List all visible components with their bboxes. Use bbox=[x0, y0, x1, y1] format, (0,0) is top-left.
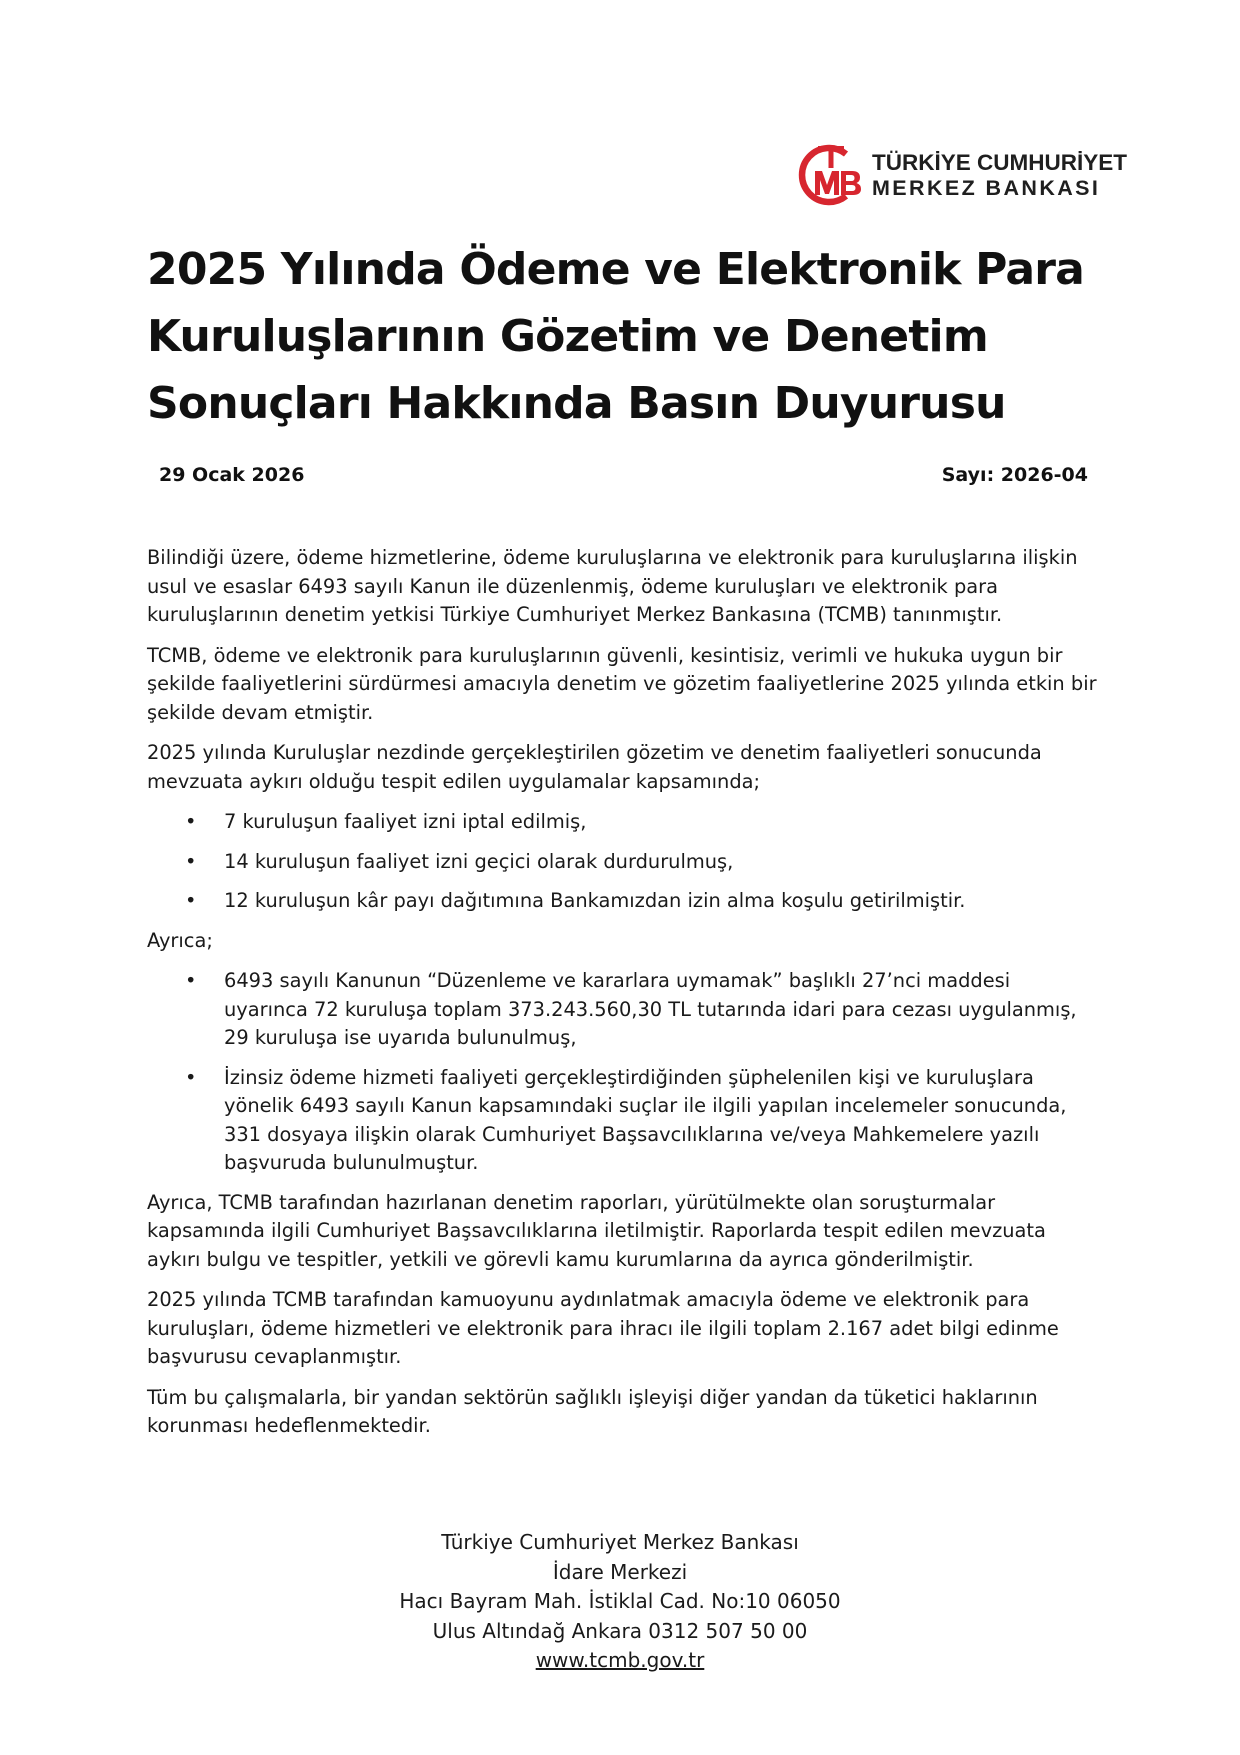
paragraph-intro: Bilindiği üzere, ödeme hizmetlerine, ödeme kuruluşlarına ve elektronik para kuruluşlarına ilişkin usul ve esaslar 6493 sayılı Kanun ile düzenlenmiş, ödeme kuruluşları ve elektronik para kuruluşlarının denetim yetkisi Türkiye Cumhuriyet Merkez Bankasına (TCMB) tanınmıştır. bbox=[147, 546, 1078, 626]
press-release-body bbox=[147, 544, 1097, 1453]
list-item-text: 7 kuruluşun faaliyet izni iptal edilmiş, bbox=[224, 810, 587, 833]
paragraph-information-requests: 2025 yılında TCMB tarafından kamuoyunu aydınlatmak amacıyla ödeme ve elektronik para kuruluşları, ödeme hizmetleri ve elektronik para ihracı ile ilgili toplam 2.167 adet bilgi edinme başvurusu cevaplanmıştır. bbox=[147, 1288, 1059, 1368]
list-item-text: 12 kuruluşun kâr payı dağıtımına Bankamızdan izin alma koşulu getirilmiştir. bbox=[224, 889, 966, 912]
footer-address bbox=[0, 1528, 1240, 1676]
footer-institution: Türkiye Cumhuriyet Merkez Bankası bbox=[441, 1530, 799, 1554]
bullet-icon: • bbox=[185, 1065, 197, 1089]
footer-city-phone: Ulus Altındağ Ankara 0312 507 50 00 bbox=[432, 1618, 808, 1643]
footer-street: Hacı Bayram Mah. İstiklal Cad. No:10 06050 bbox=[399, 1589, 841, 1613]
sanctions-list bbox=[147, 808, 1097, 916]
list-item bbox=[147, 848, 1097, 877]
list-item bbox=[147, 808, 1097, 837]
footer-office: İdare Merkezi bbox=[552, 1559, 688, 1584]
bullet-icon: • bbox=[185, 810, 197, 833]
penalties-list bbox=[147, 967, 1097, 1178]
page-title: 2025 Yılında Ödeme ve Elektronik Para Kuruluşlarının Gözetim ve Denetim Sonuçları Hakkında Basın Duyurusu bbox=[147, 244, 1085, 429]
tcmb-emblem-icon bbox=[796, 140, 866, 210]
list-item-text: 14 kuruluşun faaliyet izni geçici olarak durdurulmuş, bbox=[224, 849, 734, 873]
paragraph-reports: Ayrıca, TCMB tarafından hazırlanan denetim raporları, yürütülmekte olan soruşturmalar kapsamında ilgili Cumhuriyet Başsavcılıklarına iletilmiştir. Raporlarda tespit edilen mevzuata aykırı bulgu ve tespitler, yetkili ve görevli kamu kurumlarına da ayrıca gönderilmiştir. bbox=[147, 1190, 1046, 1271]
paragraph-activities: TCMB, ödeme ve elektronik para kuruluşlarının güvenli, kesintisiz, verimli ve hukuka uygun bir şekilde faaliyetlerini sürdürmesi amacıyla denetim ve gözetim faaliyetlerine 2025 yılında etkin bir şekilde devam etmiştir. bbox=[147, 643, 1097, 724]
release-date: 29 Ocak 2026 bbox=[159, 464, 305, 486]
paragraph-conclusion: Tüm bu çalışmalarla, bir yandan sektörün sağlıklı işleyişi diğer yandan da tüketici haklarının korunması hedeflenmektedir. bbox=[147, 1385, 1038, 1437]
list-item bbox=[147, 1064, 1097, 1178]
list-item-text: İzinsiz ödeme hizmeti faaliyeti gerçekleştirdiğinden şüphelenilen kişi ve kuruluşlara yönelik 6493 sayılı Kanun kapsamındaki suçlar ile ilgili yapılan incelemeler sonucunda, 331 dosyaya ilişkin olarak Cumhuriyet Başsavcılıklarına ve/veya Mahkemelere yazılı başvuruda bulunulmuştur. bbox=[224, 1065, 1067, 1174]
bullet-icon: • bbox=[185, 889, 197, 912]
list-item-text: 6493 sayılı Kanunun “Düzenleme ve kararlara uymamak” başlıklı 27’nci maddesi uyarınca 72 kuruluşa toplam 373.243.560,30 TL tutarında idari para cezası uygulanmış, 29 kuruluşa ise uyarıda bulunulmuş, bbox=[224, 969, 1077, 1049]
tcmb-logo bbox=[796, 140, 1127, 210]
website-link[interactable]: www.tcmb.gov.tr bbox=[535, 1648, 705, 1672]
logo-line-1: TÜRKİYE CUMHURİYET bbox=[872, 150, 1128, 176]
logo-line-2: MERKEZ BANKASI bbox=[872, 175, 1101, 200]
paragraph-findings: 2025 yılında Kuruluşlar nezdinde gerçekleştirilen gözetim ve denetim faaliyetleri sonucunda mevzuata aykırı olduğu tespit edilen uygulamalar kapsamında; bbox=[147, 741, 1042, 793]
logo-text bbox=[872, 150, 1127, 199]
list-item bbox=[147, 967, 1097, 1053]
bullet-icon: • bbox=[185, 969, 197, 992]
bullet-icon: • bbox=[185, 849, 197, 873]
release-number: Sayı: 2026-04 bbox=[941, 464, 1088, 486]
paragraph-additionally: Ayrıca; bbox=[147, 928, 213, 952]
list-item bbox=[147, 887, 1097, 916]
